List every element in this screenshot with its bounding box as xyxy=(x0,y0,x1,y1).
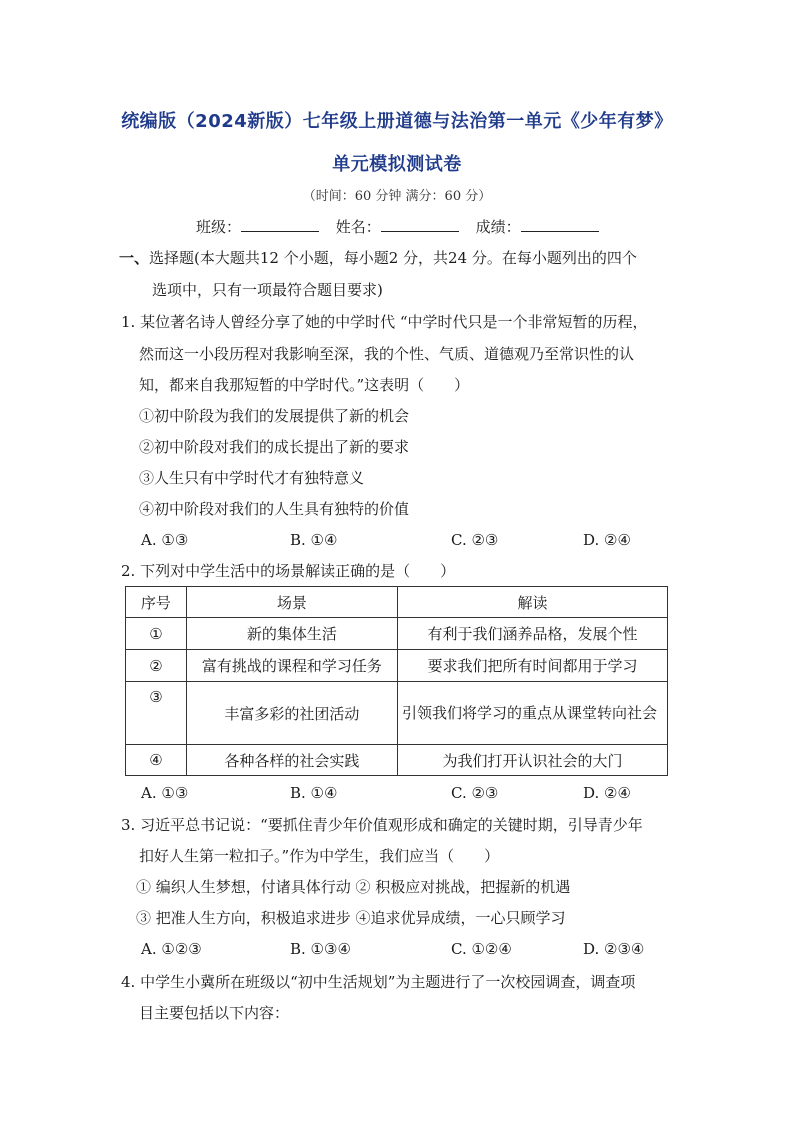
score-label: 成绩： xyxy=(475,218,521,236)
q2-scene-table xyxy=(125,586,668,776)
class-field[interactable] xyxy=(241,217,319,232)
table-cell: ② xyxy=(126,650,187,682)
q1-statement-1: ①初中阶段为我们的发展提供了新的机会 xyxy=(139,407,410,425)
section-instructions-line2: 选项中，只有一项最符合题目要求) xyxy=(152,281,383,299)
table-cell: ③ xyxy=(126,682,187,745)
table-cell: 要求我们把所有时间都用于学习 xyxy=(398,650,668,682)
q2-option-c[interactable]: C. ②③ xyxy=(451,784,499,802)
section-number: 一、 xyxy=(119,249,150,267)
student-info-row xyxy=(196,216,611,237)
table-row xyxy=(126,618,668,650)
q1-statement-2: ②初中阶段对我们的成长提出了新的要求 xyxy=(139,438,410,456)
table-cell: 引领我们将学习的重点从课堂转向社会 xyxy=(398,682,668,745)
name-field[interactable] xyxy=(381,217,459,232)
q3-option-b[interactable]: B. ①③④ xyxy=(290,940,351,958)
q3-stem-line1: 3. 习近平总书记说：“要抓住青少年价值观形成和确定的关键时期，引导青少年 xyxy=(121,816,643,834)
q1-option-d[interactable]: D. ②④ xyxy=(583,531,631,549)
q4-stem-line1: 4. 中学生小冀所在班级以“初中生活规划”为主题进行了一次校园调查，调查项 xyxy=(121,973,636,991)
name-label: 姓名： xyxy=(335,218,381,236)
table-cell: 各种各样的社会实践 xyxy=(186,745,397,776)
table-cell: 有利于我们涵养品格，发展个性 xyxy=(398,618,668,650)
q3-option-d[interactable]: D. ②③④ xyxy=(583,940,645,958)
table-cell: 富有挑战的课程和学习任务 xyxy=(186,650,397,682)
table-cell: 丰富多彩的社团活动 xyxy=(186,682,397,745)
q3-statements-line2: ③ 把准人生方向，积极追求进步 ④追求优异成绩，一心只顾学习 xyxy=(136,909,566,927)
q3-option-a[interactable]: A. ①②③ xyxy=(141,940,202,958)
q3-stem-line2: 扣好人生第一粒扣子。”作为中学生，我们应当（ ） xyxy=(139,847,500,865)
exam-meta: （时间：60 分钟 满分：60 分） xyxy=(302,189,492,204)
table-cell: 为我们打开认识社会的大门 xyxy=(398,745,668,776)
q1-stem-line2: 然而这一小段历程对我影响至深，我的个性、气质、道德观乃至常识性的认 xyxy=(139,345,635,363)
score-field[interactable] xyxy=(521,217,599,232)
table-header-row xyxy=(126,587,668,618)
q1-statement-4: ④初中阶段对我们的人生具有独特的价值 xyxy=(139,500,410,518)
q2-option-d[interactable]: D. ②④ xyxy=(583,784,631,802)
table-header-cell: 解读 xyxy=(398,587,668,618)
q3-option-c[interactable]: C. ①②④ xyxy=(451,940,512,958)
q1-stem-line3: 知，都来自我那短暂的中学时代。”这表明（ ） xyxy=(139,376,470,394)
q2-option-b[interactable]: B. ①④ xyxy=(290,784,338,802)
q2-option-a[interactable]: A. ①③ xyxy=(141,784,189,802)
exam-subtitle: 单元模拟测试卷 xyxy=(332,154,462,175)
table-cell: ④ xyxy=(126,745,187,776)
section-instructions-line1: 选择题(本大题共12 个小题，每小题2 分，共24 分。在每小题列出的四个 xyxy=(149,249,637,267)
q1-stem-line1: 1. 某位著名诗人曾经分享了她的中学时代 “中学时代只是一个非常短暂的历程， xyxy=(121,313,648,331)
q2-stem-line1: 2. 下列对中学生活中的场景解读正确的是（ ） xyxy=(121,562,456,580)
section-heading xyxy=(119,248,637,268)
table-row xyxy=(126,745,668,776)
table-cell: ① xyxy=(126,618,187,650)
q4-stem-line2: 目主要包括以下内容： xyxy=(139,1004,290,1022)
q1-option-a[interactable]: A. ①③ xyxy=(141,531,189,549)
table-cell: 新的集体生活 xyxy=(186,618,397,650)
q3-statements-line1: ① 编织人生梦想，付诸具体行动 ② 积极应对挑战，把握新的机遇 xyxy=(136,878,571,896)
table-header-cell: 场景 xyxy=(186,587,397,618)
q1-option-b[interactable]: B. ①④ xyxy=(290,531,338,549)
q1-option-c[interactable]: C. ②③ xyxy=(451,531,499,549)
exam-title: 统编版（2024新版）七年级上册道德与法治第一单元《少年有梦》 xyxy=(121,111,673,132)
q1-statement-3: ③人生只有中学时代才有独特意义 xyxy=(139,469,365,487)
class-label: 班级： xyxy=(196,218,242,236)
table-header-cell: 序号 xyxy=(126,587,187,618)
table-row xyxy=(126,682,668,745)
table-row xyxy=(126,650,668,682)
